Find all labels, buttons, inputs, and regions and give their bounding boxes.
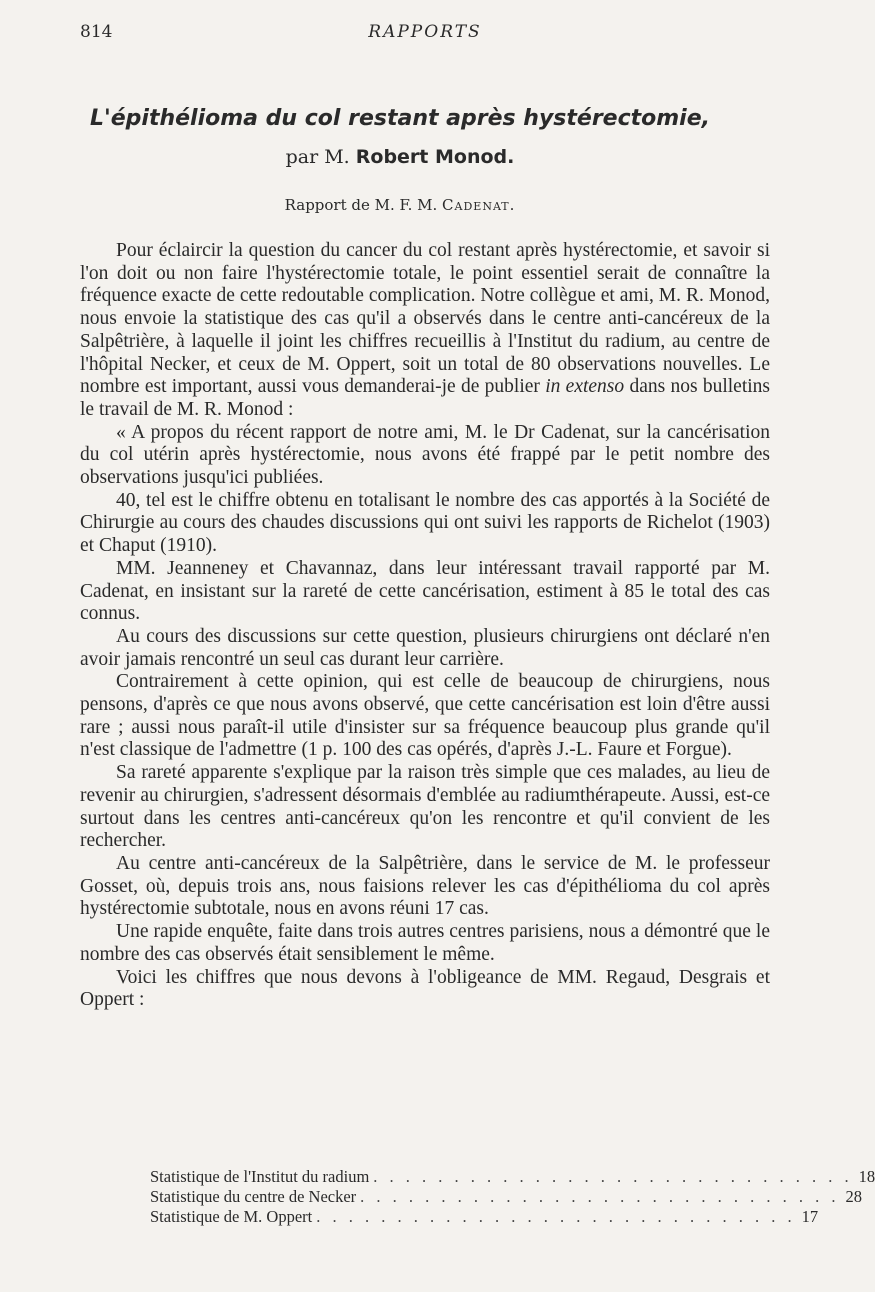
leader-dots: . . . . . . . . . . . . . . . . . . . . . . . . . . . . . . <box>316 1207 796 1226</box>
statistics-label: Statistique de M. Oppert <box>150 1207 313 1226</box>
page-header <box>80 22 770 52</box>
statistics-row <box>150 1207 819 1227</box>
leader-dots: . . . . . . . . . . . . . . . . . . . . . . . . . . . . . . <box>373 1167 853 1186</box>
statistics-row <box>150 1187 863 1207</box>
paragraph: MM. Jeanneney et Chavannaz, dans leur intéressant travail rapporté par M. Cadenat, en insistant sur la rareté de cette cancérisation, estiment à 85 le total des cas connus. <box>80 557 770 625</box>
page-number: 814 <box>80 22 113 42</box>
statistics-value: 28 <box>845 1187 863 1206</box>
statistics-value: 17 <box>801 1207 819 1226</box>
paragraph: Au cours des discussions sur cette question, plusieurs chirurgiens ont déclaré n'en avoir jamais rencontré un seul cas durant leur carrière. <box>80 625 770 670</box>
statistics-row <box>150 1167 875 1187</box>
author-name: Robert Monod. <box>355 146 515 168</box>
article-body <box>80 240 770 1012</box>
statistics-list <box>150 1167 875 1227</box>
running-head: RAPPORTS <box>368 22 482 42</box>
paragraph: Sa rareté apparente s'explique par la raison très simple que ces malades, au lieu de revenir au chirurgien, s'adressent désormais d'emblée au radiumthérapeute. Aussi, est-ce surtout dans les centres anti-cancéreux qu'on les rencontre et qu'il convient de les rechercher. <box>80 762 770 852</box>
paragraph: 40, tel est le chiffre obtenu en totalisant le nombre des cas apportés à la Société de Chirurgie au cours des chaudes discussions qui ont suivi les rapports de Richelot (1903) et Chaput (1910). <box>80 489 770 557</box>
report-prefix: Rapport de M. F. M. <box>284 196 443 214</box>
statistics-label: Statistique de l'Institut du radium <box>150 1167 370 1186</box>
byline-prefix: par M. <box>285 146 356 168</box>
paragraph: « A propos du récent rapport de notre ami, M. le Dr Cadenat, sur la cancérisation du col utérin après hystérectomie, nous avons été frappé par le petit nombre des observations jusqu'ici publiées. <box>80 421 770 489</box>
paragraph: Pour éclaircir la question du cancer du col restant après hystérectomie, et savoir si l'on doit ou non faire l'hystérectomie totale, le point essentiel serait de connaître la fréquence exacte de cette redoutable complication. Notre collègue et ami, M. R. Monod, nous envoie la statistique des cas qu'il a observés dans le centre anti-cancéreux de la Salpêtrière, à laquelle il joint les chiffres recueillis à l'Institut du radium, au centre de l'hôpital Necker, et ceux de M. Oppert, soit un total de 80 observations nouvelles. Le nombre est important, aussi vous demanderai-je de publier in extenso dans nos bulletins le travail de M. R. Monod : <box>80 240 771 420</box>
byline <box>0 146 800 168</box>
italic-phrase: in extenso <box>545 376 625 398</box>
report-attribution <box>0 196 800 214</box>
statistics-value: 18 <box>858 1167 875 1186</box>
leader-dots: . . . . . . . . . . . . . . . . . . . . . . . . . . . . . . <box>360 1187 840 1206</box>
article-title: L'épithélioma du col restant après hystérectomie, <box>89 106 711 131</box>
paragraph: Au centre anti-cancéreux de la Salpêtrière, dans le service de M. le professeur Gosset, où, depuis trois ans, nous faisions relever les cas d'épithélioma du col après hystérectomie subtotale, nous en avons réuni 17 cas. <box>80 852 770 920</box>
reporter-name: Cadenat. <box>442 196 516 214</box>
paragraph: Voici les chiffres que nous devons à l'obligeance de MM. Regaud, Desgrais et Oppert : <box>80 966 770 1011</box>
paragraph: Contrairement à cette opinion, qui est celle de beaucoup de chirurgiens, nous pensons, d'après ce que nous avons observé, que cette cancérisation est loin d'être aussi rare ; aussi nous paraît-il utile d'insister sur sa fréquence beaucoup plus grande qu'il n'est classique de l'admettre (1 p. 100 des cas opérés, d'après J.-L. Faure et Forgue). <box>80 671 770 761</box>
paragraph: Une rapide enquête, faite dans trois autres centres parisiens, nous a démontré que le nombre des cas observés était sensiblement le même. <box>80 921 770 965</box>
statistics-label: Statistique du centre de Necker <box>150 1187 357 1206</box>
